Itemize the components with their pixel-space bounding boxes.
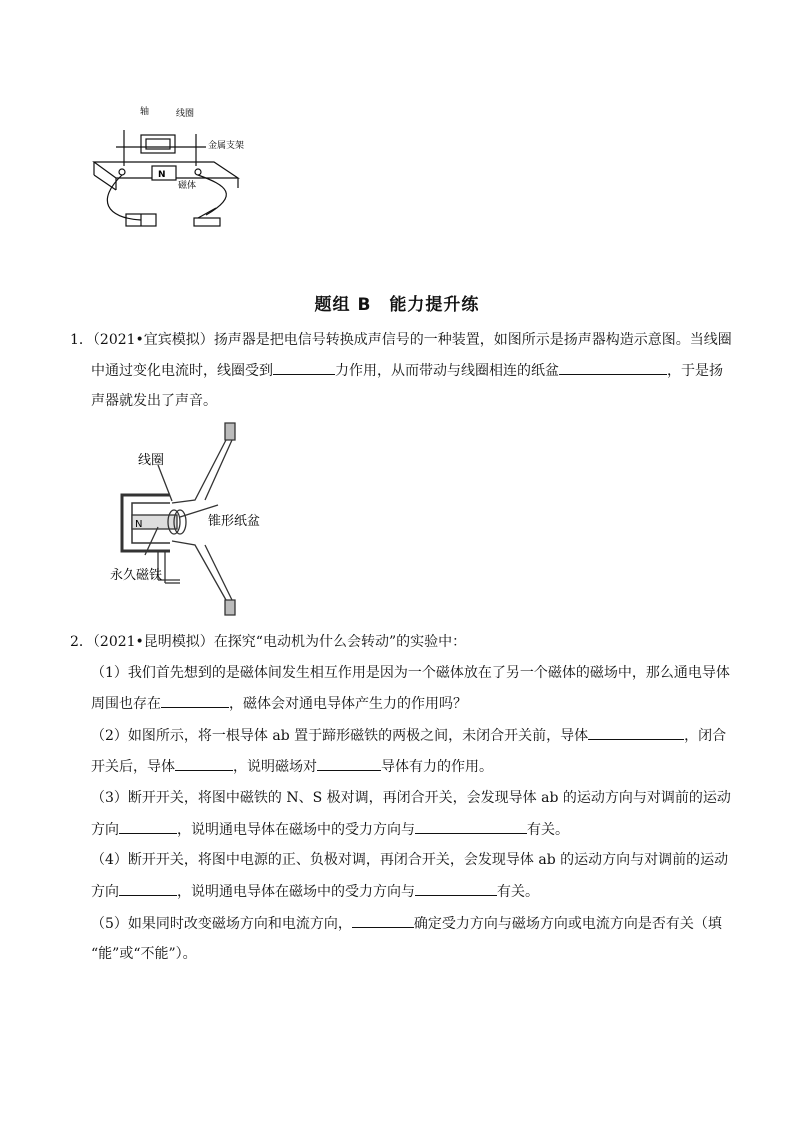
coil-label: 线圈 <box>138 453 165 468</box>
answer-blank[interactable] <box>415 819 527 834</box>
answer-blank[interactable] <box>415 881 497 896</box>
section-title: 题组 B 能力提升练 <box>314 295 480 315</box>
q2-part5-line1: （5）如果同时改变磁场方向和电流方向， 确定受力方向与磁场方向或电流方向是否有关（填 <box>91 913 722 934</box>
magnet-pole-label: N <box>135 519 143 530</box>
bracket-label: 金属支架 <box>208 141 245 151</box>
q2-part2-line2: 开关后，导体 ，说明磁场对 导体有力的作用。 <box>91 756 493 777</box>
answer-blank[interactable] <box>119 819 177 834</box>
q2-source: （2021•昆明模拟） <box>92 634 214 650</box>
answer-blank[interactable] <box>273 360 335 375</box>
axis-label: 轴 <box>140 107 150 117</box>
q1-line-2: 中通过变化电流时，线圈受到 力作用，从而带动与线圈相连的纸盆 ，于是扬 <box>91 360 723 381</box>
answer-blank[interactable] <box>352 913 414 928</box>
coil-label: 线圈 <box>176 109 195 119</box>
answer-blank[interactable] <box>161 693 229 708</box>
q1-source: （2021•宜宾模拟） <box>92 332 214 348</box>
answer-blank[interactable] <box>175 756 233 771</box>
q2-number: 2． <box>70 634 93 650</box>
magnet-label: 磁体 <box>178 181 197 191</box>
loudspeaker-figure <box>110 415 280 625</box>
q2-line-intro: 2．（2021•昆明模拟）在探究“电动机为什么会转动”的实验中： <box>70 634 467 650</box>
coil-apparatus-figure <box>86 100 266 235</box>
q2-part3-line1: （3）断开开关，将图中磁铁的 N、S 极对调，再闭合开关，会发现导体 ab 的运动方向与对调前的运动 <box>91 790 731 806</box>
q1-line-1: 1．（2021•宜宾模拟）扬声器是把电信号转换成声信号的一种装置，如图所示是扬声器构造示意图。当线圈 <box>70 332 732 348</box>
cone-label: 锥形纸盆 <box>208 514 261 529</box>
magnet-label: 永久磁铁 <box>110 568 163 583</box>
q2-part1-line2: 周围也存在 ，磁体会对通电导体产生力的作用吗？ <box>91 693 467 714</box>
answer-blank[interactable] <box>119 881 177 896</box>
q2-part2-line1: （2）如图所示，将一根导体 ab 置于蹄形磁铁的两极之间，未闭合开关前，导体 ，闭合 <box>91 725 726 746</box>
answer-blank[interactable] <box>588 725 684 740</box>
q2-part4-line1: （4）断开开关，将图中电源的正、负极对调，再闭合开关，会发现导体 ab 的运动方向与对调前的运动 <box>91 852 729 868</box>
q1-line-3: 声器就发出了声音。 <box>91 393 217 409</box>
magnet-pole-label: N <box>158 170 166 180</box>
q2-part3-line2: 方向 ，说明通电导体在磁场中的受力方向与 有关。 <box>91 819 569 840</box>
answer-blank[interactable] <box>317 756 381 771</box>
q2-part4-line2: 方向 ，说明通电导体在磁场中的受力方向与 有关。 <box>91 881 539 902</box>
q2-part1-line1: （1）我们首先想到的是磁体间发生相互作用是因为一个磁体放在了另一个磁体的磁场中，那么通电导体 <box>91 665 730 681</box>
answer-blank[interactable] <box>559 360 667 375</box>
q2-part5-line2: “能”或“不能”）。 <box>91 946 197 962</box>
q1-number: 1． <box>70 332 93 348</box>
